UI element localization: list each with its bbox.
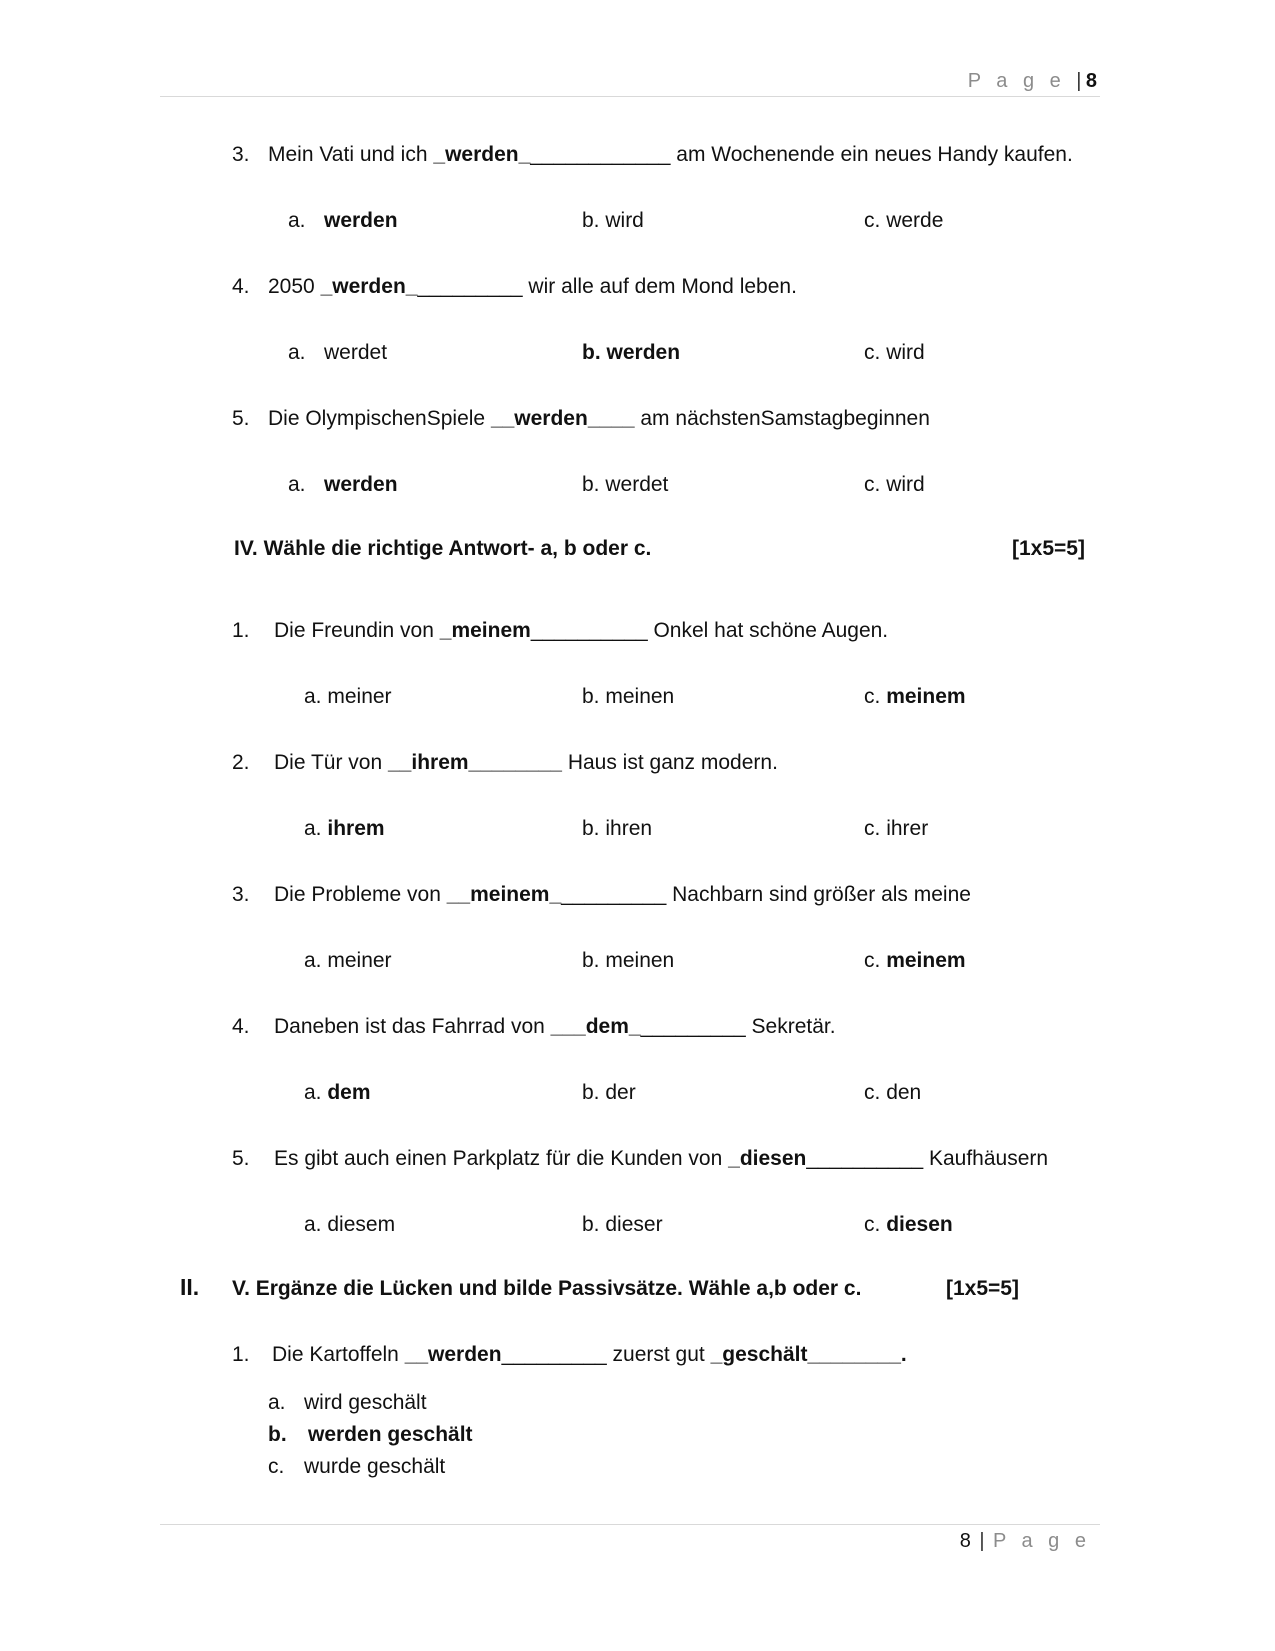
question-text-pre: Mein Vati und ich bbox=[268, 143, 434, 166]
option-label: c. bbox=[864, 1213, 881, 1236]
option-label: a. bbox=[304, 1213, 322, 1236]
question-text-pre: Daneben ist das Fahrrad von bbox=[274, 1015, 551, 1038]
footer-page-word: P a g e bbox=[992, 1530, 1091, 1552]
option-b bbox=[582, 208, 644, 234]
option-b bbox=[582, 948, 674, 974]
option-c bbox=[864, 816, 928, 842]
option-label: a. bbox=[304, 817, 322, 840]
blank-tail: _________ bbox=[417, 275, 523, 298]
option-label: b. bbox=[582, 1213, 600, 1236]
option-label: c. bbox=[864, 209, 881, 232]
option-label: a. bbox=[288, 209, 306, 232]
question-text-pre: Es gibt auch einen Parkplatz für die Kunden von bbox=[274, 1147, 729, 1170]
answer-fill: meinem bbox=[451, 619, 531, 642]
option-label: a. bbox=[304, 1081, 322, 1104]
option-label: c. bbox=[864, 949, 881, 972]
question-text-mid: zuerst gut bbox=[606, 1343, 711, 1366]
option-b bbox=[582, 1212, 663, 1238]
option-label: b. bbox=[268, 1423, 287, 1446]
question-number: 1. bbox=[232, 619, 250, 642]
option-label: c. bbox=[864, 473, 881, 496]
question-number: 1. bbox=[232, 1343, 250, 1366]
question-text-pre: Die Probleme von bbox=[274, 883, 447, 906]
option-text: den bbox=[886, 1081, 922, 1104]
footer-separator: | bbox=[979, 1530, 985, 1552]
option-c bbox=[864, 1212, 953, 1238]
option-label: c. bbox=[268, 1455, 285, 1478]
question-end: . bbox=[900, 1343, 907, 1366]
answer-fill: werden bbox=[445, 143, 519, 166]
option-a bbox=[304, 1212, 395, 1238]
question-v-1 bbox=[232, 1342, 907, 1368]
answer-fill: werden bbox=[428, 1343, 502, 1366]
question-text-post: Nachbarn sind größer als meine bbox=[666, 883, 971, 906]
option-text: wird geschält bbox=[304, 1391, 427, 1414]
section-v-marks: [1x5=5] bbox=[946, 1277, 1019, 1300]
blank-tail: ________ bbox=[468, 751, 562, 774]
question-number: 2. bbox=[232, 751, 250, 774]
blank-lead: _ bbox=[728, 1147, 740, 1170]
option-text: meiner bbox=[327, 949, 392, 972]
option-label: b. bbox=[582, 209, 600, 232]
option-text: ihrem bbox=[327, 817, 385, 840]
blank-tail-bold: _ bbox=[518, 143, 531, 166]
option-b bbox=[582, 1080, 636, 1106]
option-text: meinen bbox=[605, 949, 675, 972]
option-c bbox=[864, 472, 925, 498]
option-a bbox=[304, 948, 392, 974]
blank-tail-bold: _ bbox=[628, 1015, 641, 1038]
option-a bbox=[288, 208, 398, 234]
question-text-pre: 2050 bbox=[268, 275, 321, 298]
option-a bbox=[288, 340, 387, 366]
option-b bbox=[582, 816, 652, 842]
option-text: werdet bbox=[324, 341, 388, 364]
option-c bbox=[864, 340, 925, 366]
blank-tail: _________ bbox=[501, 1343, 607, 1366]
blank-tail: __________ bbox=[530, 619, 648, 642]
option-b bbox=[582, 684, 674, 710]
section-v-title: V. Ergänze die Lücken und bilde Passivsätze. Wähle a,b oder c. bbox=[232, 1277, 862, 1300]
question-text-pre: Die OlympischenSpiele bbox=[268, 407, 491, 430]
blank-lead: __ bbox=[446, 883, 471, 906]
option-label: b. bbox=[582, 685, 600, 708]
blank-lead: _ bbox=[439, 619, 452, 642]
footer-page-indicator bbox=[960, 1530, 1091, 1553]
question-number: 3. bbox=[232, 883, 250, 906]
option-text: werde bbox=[886, 209, 944, 232]
option-text: meinen bbox=[605, 685, 675, 708]
answer-fill: meinem bbox=[470, 883, 550, 906]
option-list-item bbox=[268, 1422, 473, 1448]
option-label: b. bbox=[582, 473, 600, 496]
header-separator: | bbox=[1076, 70, 1082, 92]
question-iv-4 bbox=[232, 1014, 836, 1040]
option-label: c. bbox=[864, 1081, 881, 1104]
answer-fill: geschält bbox=[722, 1343, 808, 1366]
option-text: wird bbox=[886, 341, 925, 364]
option-text: werden geschält bbox=[308, 1423, 473, 1446]
blank-lead: __ bbox=[490, 407, 515, 430]
question-iv-2 bbox=[232, 750, 778, 776]
question-text-post: am nächstenSamstagbeginnen bbox=[634, 407, 930, 430]
option-label: c. bbox=[864, 817, 881, 840]
section-iv-title: IV. Wähle die richtige Antwort- a, b oder c. bbox=[234, 537, 652, 560]
header-rule bbox=[160, 96, 1100, 97]
question-text-post: am Wochenende ein neues Handy kaufen. bbox=[670, 143, 1073, 166]
option-label: a. bbox=[268, 1391, 286, 1414]
blank-tail: _________ bbox=[561, 883, 667, 906]
question-5-werden bbox=[232, 406, 930, 432]
question-text-post: Onkel hat schöne Augen. bbox=[647, 619, 889, 642]
question-number: 4. bbox=[232, 1015, 250, 1038]
option-text: wurde geschält bbox=[304, 1455, 446, 1478]
option-text: wird bbox=[605, 209, 644, 232]
blank-lead: _ bbox=[320, 275, 333, 298]
option-list-item bbox=[268, 1454, 445, 1480]
option-c bbox=[864, 684, 966, 710]
question-number: 5. bbox=[232, 407, 250, 430]
question-number: 5. bbox=[232, 1147, 250, 1170]
option-label: c. bbox=[864, 341, 881, 364]
option-text: werden bbox=[324, 473, 398, 496]
blank-lead: __ bbox=[388, 751, 412, 774]
option-a bbox=[288, 472, 398, 498]
option-text: ihrer bbox=[886, 817, 929, 840]
blank-lead: ___ bbox=[550, 1015, 586, 1038]
footer-rule bbox=[160, 1524, 1100, 1525]
option-text: diesen bbox=[886, 1213, 953, 1236]
section-iv-marks: [1x5=5] bbox=[1012, 537, 1085, 560]
blank-tail: ____ bbox=[587, 407, 635, 430]
option-text: dieser bbox=[605, 1213, 663, 1236]
option-text: der bbox=[605, 1081, 636, 1104]
answer-fill: diesen bbox=[739, 1147, 807, 1170]
option-label: a. bbox=[304, 685, 322, 708]
question-text-post: wir alle auf dem Mond leben. bbox=[522, 275, 797, 298]
blank-tail-bold: _ bbox=[405, 275, 418, 298]
option-label: a. bbox=[288, 341, 306, 364]
option-text: werden bbox=[606, 341, 681, 364]
option-b bbox=[582, 472, 668, 498]
answer-fill: werden bbox=[514, 407, 588, 430]
answer-fill: ihrem bbox=[411, 751, 469, 774]
option-text: ihren bbox=[605, 817, 653, 840]
blank-lead: _ bbox=[710, 1343, 723, 1366]
option-text: werdet bbox=[605, 473, 669, 496]
option-label: b. bbox=[582, 949, 600, 972]
question-3-werden bbox=[232, 142, 1073, 168]
blank-lead: __ bbox=[404, 1343, 429, 1366]
header-page-number: 8 bbox=[1085, 70, 1097, 92]
blank-lead: _ bbox=[433, 143, 446, 166]
option-text: werden bbox=[324, 209, 398, 232]
option-b bbox=[582, 340, 680, 366]
option-text: wird bbox=[886, 473, 925, 496]
answer-fill: werden bbox=[332, 275, 406, 298]
option-c bbox=[864, 948, 966, 974]
blank-tail: ____________ bbox=[530, 143, 671, 166]
option-label: b. bbox=[582, 1081, 600, 1104]
question-text-pre: Die Kartoffeln bbox=[272, 1343, 405, 1366]
question-number: 4. bbox=[232, 275, 250, 298]
answer-fill: dem bbox=[585, 1015, 629, 1038]
question-text-post: Haus ist ganz modern. bbox=[561, 751, 778, 774]
option-a bbox=[304, 684, 392, 710]
option-a bbox=[304, 816, 385, 842]
option-label: c. bbox=[864, 685, 881, 708]
option-label: b. bbox=[582, 341, 601, 364]
option-text: diesem bbox=[327, 1213, 396, 1236]
question-text-pre: Die Freundin von bbox=[274, 619, 440, 642]
option-text: dem bbox=[327, 1081, 371, 1104]
question-text-post: Sekretär. bbox=[745, 1015, 836, 1038]
option-label: a. bbox=[288, 473, 306, 496]
question-iv-3 bbox=[232, 882, 971, 908]
option-list-item bbox=[268, 1390, 427, 1416]
header-page-indicator bbox=[968, 70, 1097, 93]
option-text: meinem bbox=[886, 685, 966, 708]
option-label: a. bbox=[304, 949, 322, 972]
footer-page-number: 8 bbox=[959, 1530, 971, 1552]
blank-tail: ________ bbox=[807, 1343, 901, 1366]
option-c bbox=[864, 208, 943, 234]
question-iv-5 bbox=[232, 1146, 1048, 1172]
blank-tail: _________ bbox=[640, 1015, 746, 1038]
question-text-post: Kaufhäusern bbox=[923, 1147, 1049, 1170]
option-c bbox=[864, 1080, 921, 1106]
blank-tail: __________ bbox=[806, 1147, 924, 1170]
question-number: 3. bbox=[232, 143, 250, 166]
question-iv-1 bbox=[232, 618, 888, 644]
blank-tail-bold: _ bbox=[549, 883, 562, 906]
question-4-werden bbox=[232, 274, 797, 300]
option-text: meinem bbox=[886, 949, 966, 972]
header-page-word: P a g e bbox=[967, 70, 1066, 92]
option-label: b. bbox=[582, 817, 600, 840]
option-text: meiner bbox=[327, 685, 392, 708]
question-text-pre: Die Tür von bbox=[274, 751, 388, 774]
part-label: II. bbox=[180, 1274, 200, 1300]
option-a bbox=[304, 1080, 371, 1106]
